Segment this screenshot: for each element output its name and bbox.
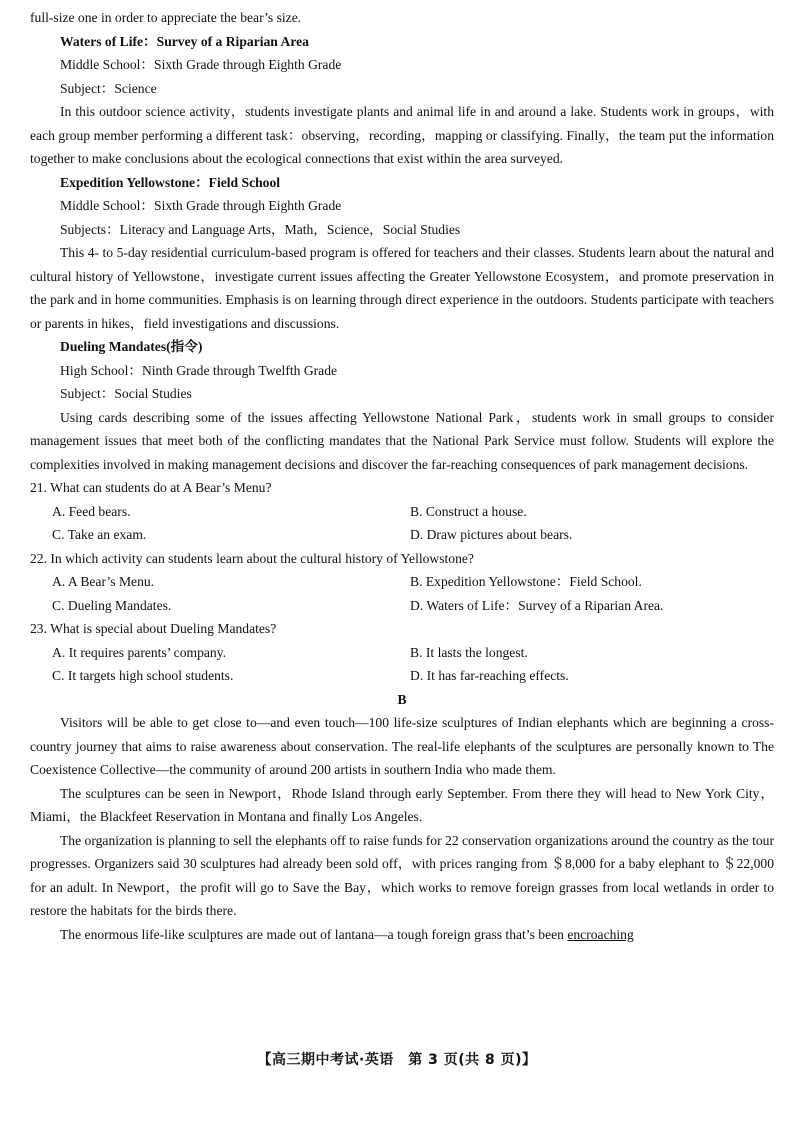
option-a[interactable]: A. Feed bears. <box>52 503 131 519</box>
option-d[interactable]: D. Draw pictures about bears. <box>410 527 573 542</box>
option-c[interactable]: C. Take an exam. <box>52 527 147 542</box>
question-stem: 21. What can students do at A Bear’s Menu? <box>30 480 272 495</box>
activity-level: Middle School：Sixth Grade through Eighth Grade <box>60 57 342 72</box>
option-a[interactable]: A. A Bear’s Menu. <box>52 574 155 589</box>
activity-description: In this outdoor science activity，students investigate plants and animal life in and around a lake. Students work in groups，with each group member performing a different task：observing，recording，mapping or classifying. Finally，the team put the information together to make conclusions about the ecological connections that exist within the area surveyed. <box>30 104 774 166</box>
activity-expedition-yellowstone <box>30 171 774 336</box>
passage-paragraph: The sculptures can be seen in Newport，Rhode Island through early September. From there they will head to New York City，Miami，the Blackfeet Reservation in Montana and finally Los Angeles. <box>30 785 774 824</box>
activity-description: Using cards describing some of the issues affecting Yellowstone National Park，students work in small groups to consider management issues that meet both of the conflicting mandates that the National Park Service must follow. Students will explore the complexities involved in making management decisions and discover the far-reaching consequences of park management decisions. <box>30 409 774 472</box>
passage-paragraph: Visitors will be able to get close to—and even touch—100 life-size sculptures of Indian elephants which are beginning a cross-country journey that aims to raise awareness about conservation. The real-life elephants of the sculptures are personally known to The Coexistence Collective—the community of around 200 artists in southern India who made them. <box>30 715 774 777</box>
question-22 <box>30 547 774 618</box>
question-stem: 23. What is special about Dueling Mandates? <box>30 621 277 636</box>
passage-text: The enormous life-like sculptures are made out of lantana—a tough foreign grass that’s been <box>60 926 568 942</box>
activity-title: Dueling Mandates <box>60 339 167 354</box>
activity-title-row <box>30 335 774 359</box>
option-d[interactable]: D. Waters of Life：Survey of a Riparian Area. <box>410 597 664 613</box>
activity-title-note: (指令) <box>166 339 203 354</box>
activity-title: Expedition Yellowstone：Field School <box>60 174 281 190</box>
option-b[interactable]: B. It lasts the longest. <box>410 644 528 660</box>
question-options <box>30 641 774 688</box>
question-23 <box>30 617 774 688</box>
activity-dueling-mandates <box>30 335 774 476</box>
activity-waters-of-life <box>30 30 774 171</box>
option-a[interactable]: A. It requires parents’ company. <box>52 644 227 660</box>
passage-paragraph-last <box>30 923 774 947</box>
question-21 <box>30 476 774 547</box>
option-c[interactable]: C. Dueling Mandates. <box>52 597 172 613</box>
passage-paragraph: The organization is planning to sell the elephants off to raise funds for 22 conservation organizations around the country as the tour progresses. Organizers said 30 sculptures had already been sold off，with prices ranging from ＄8,000 for a baby elephant to ＄22,000 for an adult. In Newport，the profit will go to Save the Bay，which works to remove foreign grasses from local wetlands in order to restore the habitats for the birds there. <box>30 832 774 918</box>
underlined-word: encroaching <box>567 926 634 942</box>
exam-page <box>30 6 774 946</box>
question-stem: 22. In which activity can students learn about the cultural history of Yellowstone? <box>30 550 474 566</box>
activity-subject: Subjects：Literacy and Language Arts，Math，Science，Social Studies <box>60 221 461 237</box>
option-d[interactable]: D. It has far-reaching effects. <box>410 668 569 683</box>
activity-description: This 4- to 5-day residential curriculum-based program is offered for teachers and their classes. Students learn about the natural and cultural history of Yellowstone，investigate current issues affecting the Greater Yellowstone Ecosystem，and promote preservation in the park and in home communities. Emphasis is on learning through direct experience in the outdoors. Students participate with teachers or parents in hikes，field investigations and discussions. <box>30 245 774 331</box>
page-footer: 【高三期中考试·英语 第 3 页(共 8 页)】 <box>257 1052 537 1068</box>
activity-subject: Subject：Science <box>60 80 157 96</box>
intro-line: full-size one in order to appreciate the bear’s size. <box>30 10 302 25</box>
option-c[interactable]: C. It targets high school students. <box>52 668 234 683</box>
section-b-label: B <box>397 691 407 707</box>
activity-title: Waters of Life：Survey of a Riparian Area <box>60 33 309 49</box>
activity-subject: Subject：Social Studies <box>60 386 192 401</box>
question-options <box>30 570 774 617</box>
activity-level: High School：Ninth Grade through Twelfth Grade <box>60 362 338 378</box>
question-options <box>30 500 774 547</box>
option-b[interactable]: B. Expedition Yellowstone：Field School. <box>410 574 642 589</box>
activity-level: Middle School：Sixth Grade through Eighth Grade <box>60 198 342 213</box>
option-b[interactable]: B. Construct a house. <box>410 503 527 519</box>
